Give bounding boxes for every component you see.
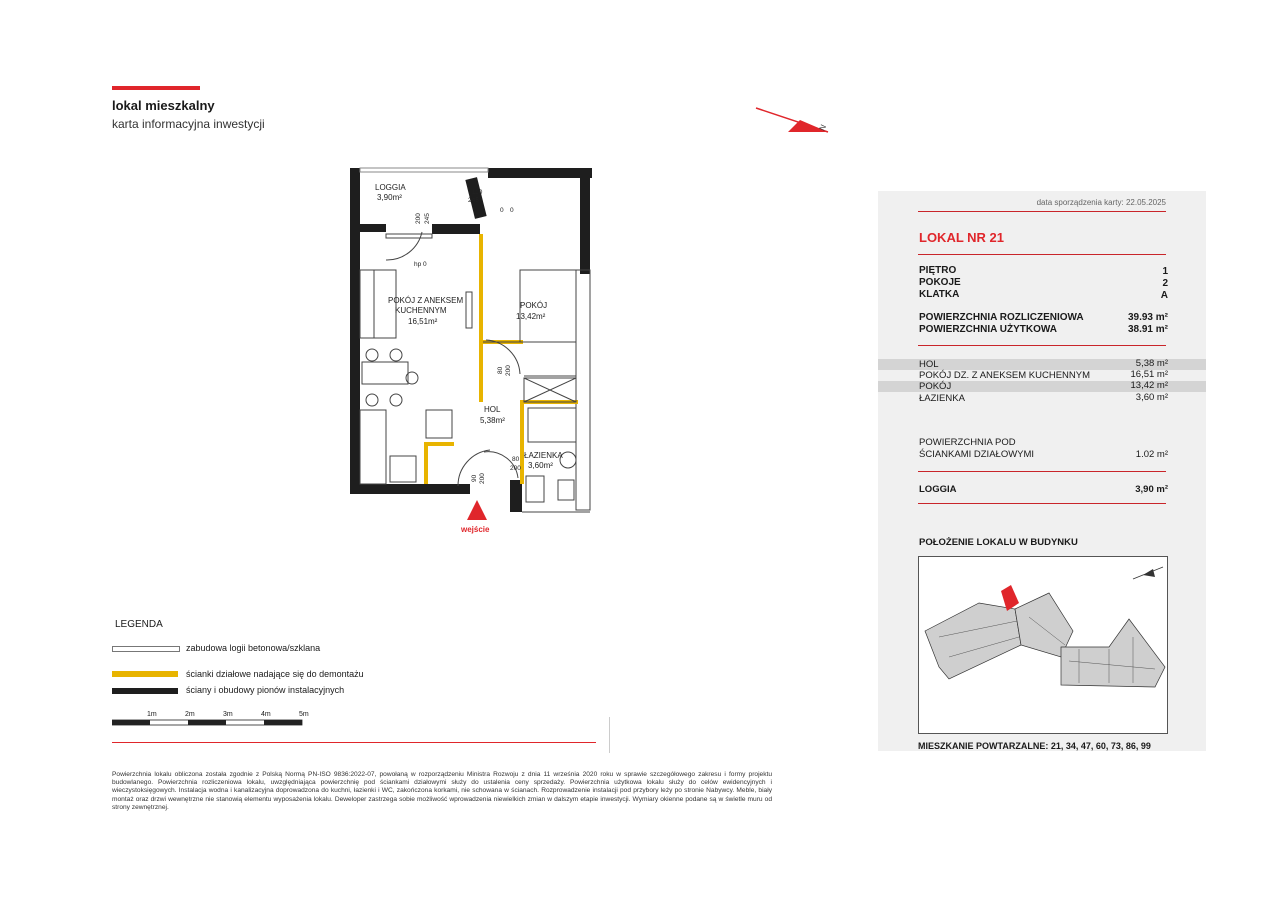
tv-unit	[466, 292, 472, 328]
divider	[609, 717, 610, 753]
room-label: LOGGIA	[375, 183, 406, 192]
fact-label: PIĘTRO	[919, 265, 957, 276]
wall	[510, 480, 522, 512]
toilet	[526, 476, 544, 502]
fact-label: KLATKA	[919, 289, 960, 300]
area-label: POWIERZCHNIA UŻYTKOWA	[919, 324, 1057, 335]
document-subtitle: karta informacyjna inwestycji	[112, 117, 265, 131]
room-label: KUCHENNYM	[395, 306, 447, 315]
loggia-value: 3,90 m²	[1135, 484, 1168, 495]
room-row-label: POKÓJ	[919, 381, 952, 392]
wardrobe	[426, 410, 452, 438]
scale-label: 2m	[185, 711, 195, 718]
partition-wall	[424, 442, 454, 446]
scale-label: 3m	[223, 711, 233, 718]
room-row-value: 16,51 m²	[1130, 369, 1168, 380]
dimension-label: 200	[415, 213, 422, 224]
legend-item: zabudowa logii betonowa/szklana	[186, 643, 321, 653]
legend-swatch-wall	[112, 688, 178, 694]
info-panel	[878, 191, 1206, 751]
fact-value: 1	[1162, 266, 1168, 277]
room-label: POKÓJ Z ANEKSEM	[388, 296, 464, 305]
dimension-label: 245	[468, 197, 479, 204]
dimension-label: 200	[510, 465, 521, 472]
room-area: 13,42m²	[516, 312, 546, 321]
washing-machine	[558, 480, 574, 500]
partition-wall	[479, 234, 483, 402]
scale-label: 1m	[147, 711, 157, 718]
wall	[350, 484, 470, 494]
room-row-label: HOL	[919, 359, 939, 370]
wall	[350, 168, 360, 494]
under-walls-label: POWIERZCHNIA POD	[919, 437, 1016, 448]
room-row-value: 3,60 m²	[1135, 392, 1168, 403]
footnote: Powierzchnia lokalu obliczona została zgodnie z Polską Normą PN-ISO 9836:2022-07, powołaną w rozporządzeniu Ministra Rozwoju z dnia 11 września 2020 roku w sprawie szczegółowego zakresu i formy projektu budowlanego. Powierzchnia rozliczeniowa lokalu, uwzględniająca powierzchnię pod ściankami działowymi służy do ustalenia ceny sprzedaży. Powierzchnia użytkowa lokalu służy do celów ewidencyjnych i wieczystoksięgowych. Instalacja wodna i kanalizacyjna doprowadzona do kuchni, łazienki i WC, zakończona korkami, nie schowana w ścianach. Rozprowadzenie instalacji pod przybory leży po stronie Nabywcy. Meble, biały montaż oraz drzwi wewnętrzne nie stanowią elementu wyposażenia lokalu. Deweloper zastrzega sobie możliwość wprowadzenia niewielkich zmian w dalszym etapie inwestycji. Wymiary okienne podane są w świetle muru od strony zewnętrznej.	[112, 771, 772, 811]
legend-item: ściany i obudowy pionów instalacyjnych	[186, 685, 345, 695]
room-row-value: 5,38 m²	[1135, 358, 1168, 369]
north-label: N	[817, 123, 829, 133]
divider	[918, 254, 1166, 255]
kitchen-counter	[360, 410, 386, 484]
divider	[918, 345, 1166, 346]
north-arrow-icon	[752, 104, 836, 138]
header-accent-bar	[112, 86, 200, 90]
loggia-balustrade	[360, 168, 488, 172]
room-row-label: POKÓJ DZ. Z ANEKSEM KUCHENNYM	[919, 370, 1091, 381]
dimension-label: 200	[479, 473, 486, 484]
north-arrow-icon	[1143, 569, 1155, 577]
sofa	[360, 270, 374, 338]
dimension-label: 0	[500, 207, 504, 214]
legend-swatch-partition	[112, 671, 178, 677]
room-area: 16,51m²	[408, 317, 438, 326]
partition-wall	[424, 442, 428, 484]
area-label: POWIERZCHNIA ROZLICZENIOWA	[919, 312, 1084, 323]
area-value: 38.91 m²	[1127, 324, 1168, 335]
dimension-label: 200	[505, 365, 512, 376]
room-area: 5,38m²	[480, 416, 505, 425]
wall	[488, 168, 592, 178]
fact-label: POKOJE	[919, 277, 961, 288]
room-label: POKÓJ	[520, 301, 548, 310]
legend-title: LEGENDA	[115, 619, 163, 630]
dimension-label: 245	[424, 213, 431, 224]
building-wing	[1061, 619, 1165, 687]
scale-bar	[112, 718, 308, 728]
fact-value: 2	[1162, 278, 1168, 289]
loggia-label: LOGGIA	[919, 484, 957, 495]
room-label: HOL	[484, 405, 501, 414]
under-walls-value: 1.02 m²	[1135, 449, 1168, 460]
creation-date: data sporządzenia karty: 22.05.2025	[1036, 198, 1166, 207]
area-value: 39.93 m²	[1127, 312, 1168, 323]
divider	[918, 211, 1166, 212]
door-swing	[386, 232, 422, 260]
divider	[918, 471, 1166, 472]
entrance-label: wejście	[461, 525, 490, 534]
divider	[918, 503, 1166, 504]
entrance-arrow-icon	[467, 500, 487, 520]
floor-plan	[340, 160, 600, 540]
room-row-value: 13,42 m²	[1130, 380, 1168, 391]
room-row-label: ŁAZIENKA	[919, 393, 965, 404]
document-title: lokal mieszkalny	[112, 98, 215, 113]
dimension-label: 80	[512, 456, 520, 463]
dimension-label: 90	[471, 474, 478, 482]
dimension-label: 80	[497, 366, 504, 374]
scale-label: 4m	[261, 711, 271, 718]
building-wing	[925, 603, 1021, 679]
room-area: 3,90m²	[377, 193, 402, 202]
dining-table	[362, 362, 408, 384]
cooktop	[390, 456, 416, 482]
legend-swatch-loggia	[112, 646, 180, 652]
repeat-units: MIESZKANIE POWTARZALNE: 21, 34, 47, 60, 73, 86, 99	[918, 741, 1151, 751]
wall	[360, 224, 386, 232]
dimension-label: hp 0	[414, 261, 427, 268]
position-title: POŁOŻENIE LOKALU W BUDYNKU	[919, 537, 1078, 548]
bathtub	[528, 408, 576, 442]
scale-label: 5m	[299, 711, 309, 718]
wall	[432, 224, 480, 234]
divider	[112, 742, 596, 743]
legend-item: ścianki działowe nadające się do demontażu	[186, 669, 364, 679]
dimension-label: 110	[472, 189, 483, 196]
under-walls-label: ŚCIANKAMI DZIAŁOWYMI	[919, 449, 1035, 460]
fact-value: A	[1160, 290, 1168, 301]
unit-number: LOKAL NR 21	[919, 230, 1004, 245]
room-label: ŁAZIENKA	[524, 451, 563, 460]
building-location-map	[918, 556, 1168, 734]
dimension-label: 0	[510, 207, 514, 214]
room-area: 3,60m²	[528, 461, 553, 470]
wall	[580, 178, 590, 274]
